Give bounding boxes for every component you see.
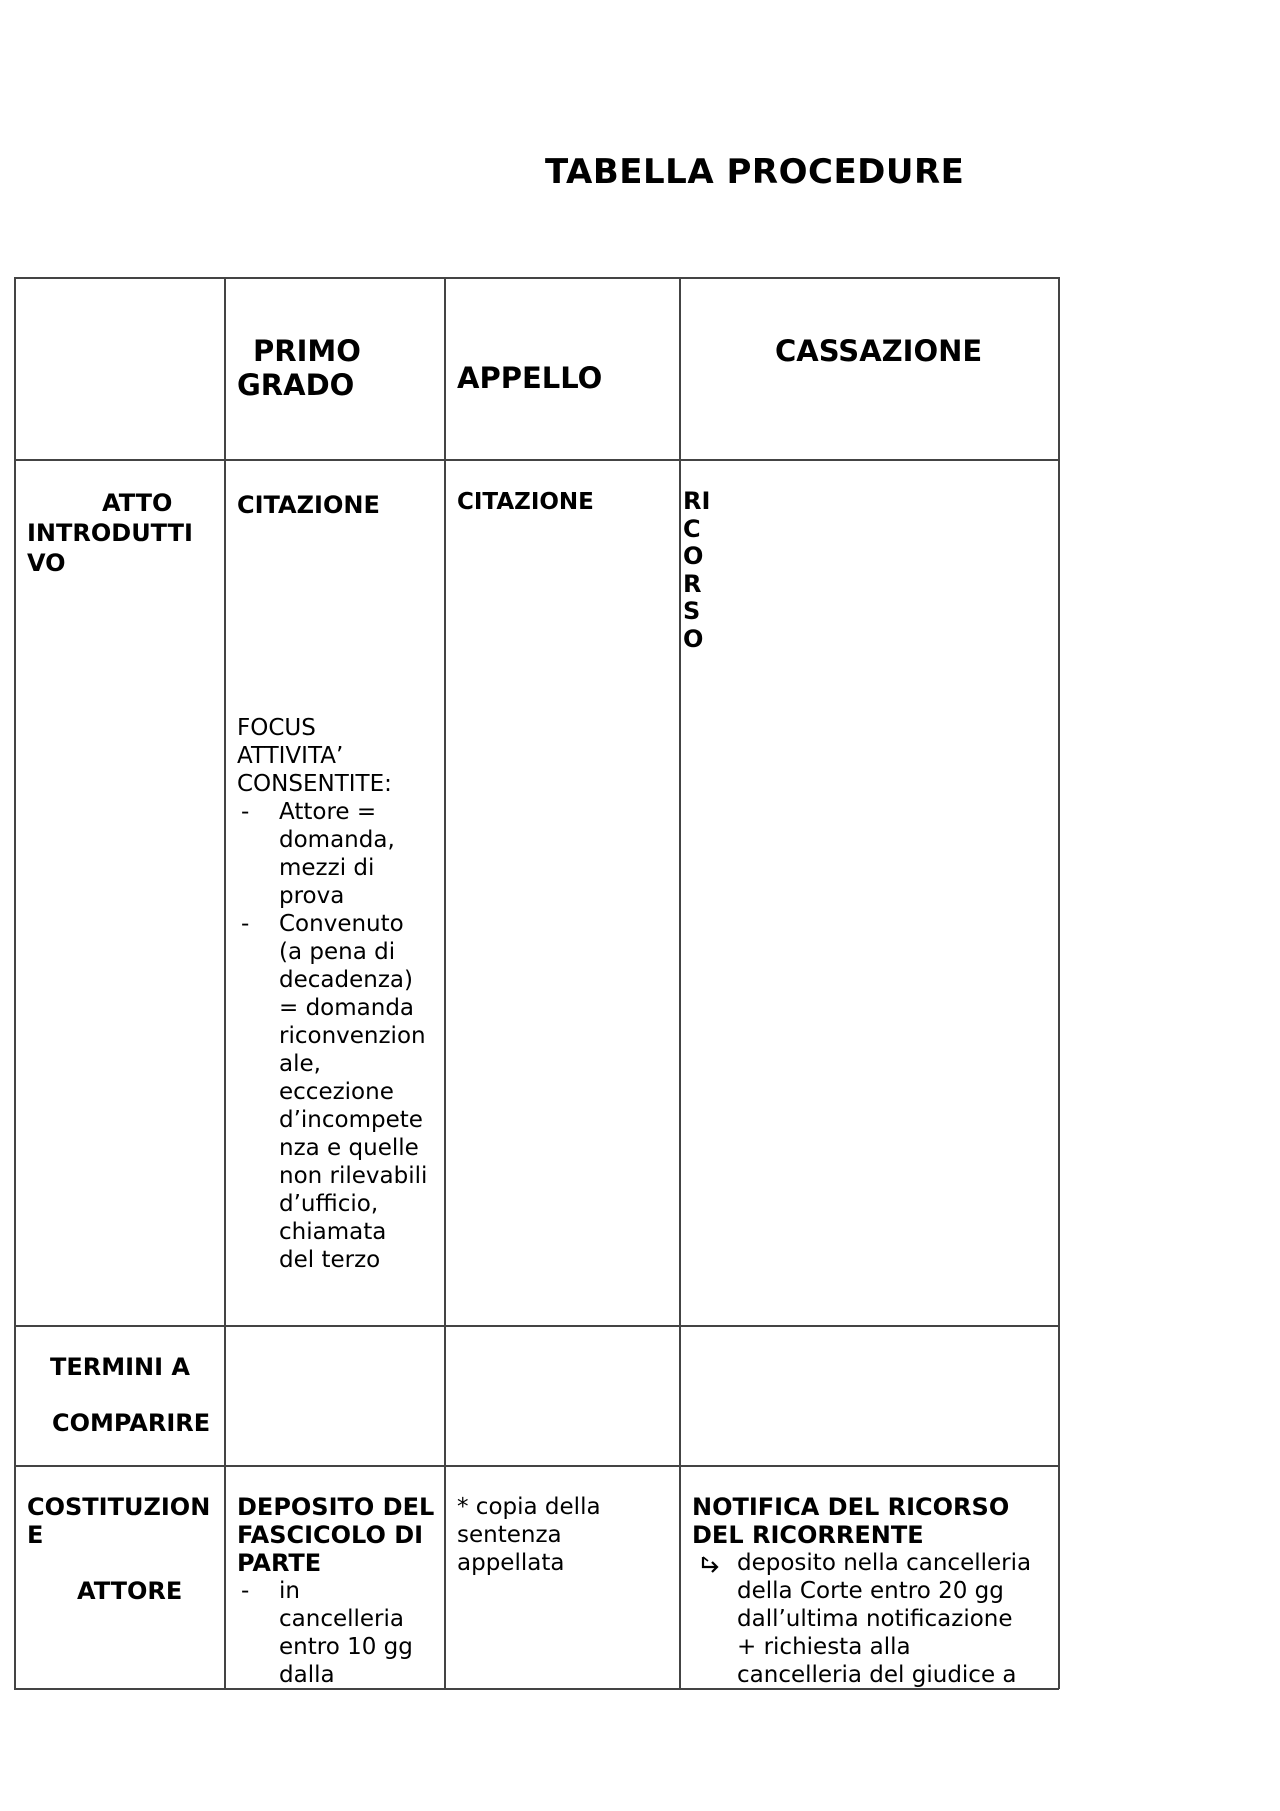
vertical-letter: RI [683,487,711,515]
table-col-divider [679,277,681,1689]
table-border-right [1058,277,1060,1689]
table-col-divider [224,277,226,1689]
vertical-letter: O [683,542,704,570]
item-line: entro 10 gg [279,1634,413,1660]
primo-deposito-l2: FASCICOLO DI [237,1521,424,1549]
table-col-divider [444,277,446,1689]
header-cassazione: CASSAZIONE [775,334,983,368]
focus-heading-l3: CONSENTITE: [237,771,392,797]
table-border-left [14,277,16,1689]
list-item [237,798,437,910]
arrow-bullet-icon [700,1555,722,1575]
focus-heading-l1: FOCUS [237,715,316,741]
item-line: + richiesta alla [737,1634,911,1660]
row-label-costituzione-l3: ATTORE [77,1577,183,1605]
cassazione-ricorso-vertical [683,488,710,653]
item-line: riconvenzion [279,1023,426,1049]
appello-copia-l2: sentenza [457,1522,562,1548]
primo-citazione: CITAZIONE [237,491,380,519]
cass-deposito-block [692,1549,1054,1687]
primo-deposito-l3: PARTE [237,1549,322,1577]
page-title: TABELLA PROCEDURE [545,152,965,192]
item-line: chiamata [279,1219,387,1245]
item-line: domanda, [279,827,395,853]
cass-deposito-text [737,1549,1031,1687]
table-row-divider [14,1465,1059,1467]
appello-copia-l1: * copia della [457,1494,601,1520]
item-line: (a pena di [279,939,396,965]
item-line: nza e quelle [279,1135,419,1161]
table-row-divider [14,1325,1059,1327]
appello-copia-l3: appellata [457,1550,565,1576]
primo-deposito-list [237,1577,437,1687]
list-item [237,1577,437,1687]
row-label-atto-l1: ATTO [102,489,173,517]
item-line: = domanda [279,995,415,1021]
table-border-bottom [14,1688,1059,1690]
item-line: mezzi di [279,855,375,881]
focus-heading-l2: ATTIVITA’ [237,743,344,769]
item-line: cancelleria [279,1606,404,1632]
item-line: della Corte entro 20 gg [737,1578,1004,1604]
item-line: non rilevabili [279,1163,428,1189]
dash-bullet: - [241,1578,250,1604]
item-line: cancelleria del giudice a [737,1662,1017,1687]
focus-list [237,798,437,1274]
header-appello: APPELLO [457,361,603,395]
vertical-letter: C [683,514,701,543]
list-item [237,910,437,1274]
header-primo-grado-l2: GRADO [237,368,355,402]
item-line: decadenza) [279,967,413,993]
primo-deposito-l1: DEPOSITO DEL [237,1493,435,1521]
vertical-letter: R [683,569,702,598]
item-line: del terzo [279,1247,381,1273]
dash-bullet: - [241,799,250,825]
row-label-termini-l1: TERMINI A [50,1353,191,1381]
item-line: in [279,1578,300,1604]
row-label-atto-l2: INTRODUTTI [27,519,193,547]
cass-notifica-l2: DEL RICORRENTE [692,1521,924,1549]
dash-bullet: - [241,911,250,937]
row-label-atto-l3: VO [27,549,66,577]
item-line: dall’ultima notificazione [737,1606,1013,1632]
item-line: dalla [279,1662,335,1687]
row-label-costituzione-l1: COSTITUZION [27,1493,211,1521]
item-line: prova [279,883,345,909]
item-line: d’incompete [279,1107,423,1133]
table-border-top [14,277,1059,279]
item-line: ale, [279,1051,321,1077]
appello-citazione: CITAZIONE [457,489,594,515]
item-line: deposito nella cancelleria [737,1550,1032,1576]
vertical-letter: O [683,624,704,653]
item-line: d’ufficio, [279,1191,379,1217]
table-row-divider [14,459,1059,461]
item-line: Convenuto [279,911,404,937]
row-label-costituzione-l2: E [27,1521,44,1549]
row-label-termini-l2: COMPARIRE [52,1409,211,1437]
item-line: eccezione [279,1079,394,1105]
item-line: Attore = [279,799,377,825]
vertical-letter: S [683,597,701,625]
header-primo-grado-l1: PRIMO [253,334,361,368]
cass-notifica-l1: NOTIFICA DEL RICORSO [692,1493,1010,1521]
